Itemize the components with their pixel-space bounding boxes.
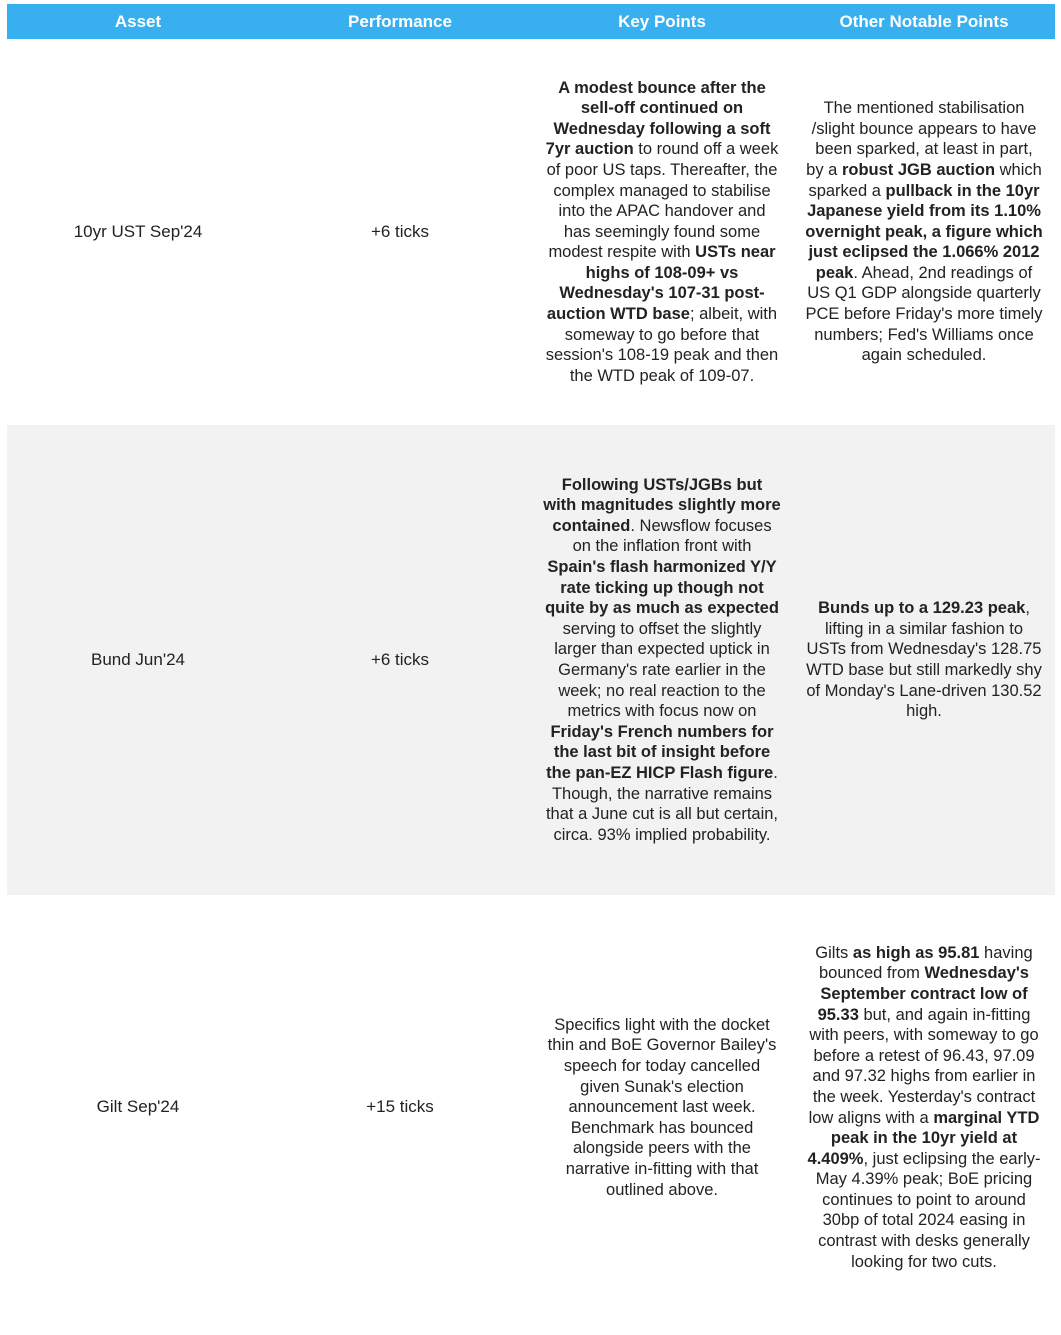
performance-cell: +6 ticks <box>370 221 430 241</box>
asset-cell: Bund Jun'24 <box>7 425 269 895</box>
bold-text-segment: as high as 95.81 <box>852 943 980 962</box>
bold-text-segment: A modest bounce after the sell-off continued on Wednesday following a soft 7yr auction <box>545 78 771 159</box>
text-segment: The mentioned stabilisation /slight bounce appears to have been sparked, at least in part, by a <box>806 99 1037 179</box>
text-segment: to round off a week of poor US taps. Thereafter, the complex managed to stabilise into the APAC handover and has seemingly found some modest respite with <box>546 140 779 262</box>
performance-cell: +6 ticks <box>269 425 531 895</box>
performance-cell: +15 ticks <box>366 1097 434 1117</box>
key-points-cell <box>531 39 793 425</box>
key-points-cell <box>531 895 793 1320</box>
asset-table-wrapper <box>7 4 1055 1320</box>
other-points-cell <box>793 425 1055 895</box>
text-segment: serving to offset the slightly larger than expected uptick in Germany's rate earlier in the week; no real reaction to the metrics with focus now on <box>554 619 770 721</box>
header-key-points: Key Points <box>531 4 793 39</box>
text-segment: . Ahead, 2nd readings of US Q1 GDP alongside quarterly PCE before Friday's more timely numbers; Fed's Williams once again scheduled. <box>805 263 1043 365</box>
text-segment: but, and again in-fitting with peers, with someway to go before a retest of 96.43, 97.09 and 97.32 highs from earlier in the week. Yesterday's contract low aligns with a <box>808 1005 1039 1127</box>
text-segment: . Though, the narrative remains that a June cut is all but certain, circa. 93% implied probability. <box>545 763 779 844</box>
bold-text-segment: robust JGB auction <box>841 160 996 179</box>
bold-text-segment: USTs near highs of 108-09+ vs Wednesday's 107-31 post-auction WTD base <box>546 243 776 324</box>
asset-performance-table <box>7 4 1055 1320</box>
text-segment: , just eclipsing the early-May 4.39% peak; BoE pricing continues to point to around 30bp of total 2024 easing in contrast with desks generally looking for two cuts. <box>815 1149 1041 1271</box>
table-row <box>7 895 1055 1320</box>
text-segment: Gilts <box>815 943 853 962</box>
text-segment: ; albeit, with someway to go before that session's 108-19 peak and then the WTD peak of 109-07. <box>545 305 779 385</box>
table-row <box>7 39 1055 425</box>
bold-text-segment: Spain's flash harmonized Y/Y rate ticking up though not quite by as much as expected <box>545 558 779 618</box>
table-header-row <box>7 4 1055 39</box>
asset-cell: 10yr UST Sep'24 <box>73 221 203 241</box>
text-segment: . Newsflow focuses on the inflation front with <box>572 516 772 556</box>
bold-text-segment: Friday's French numbers for the last bit of insight before the pan-EZ HICP Flash figure <box>546 722 774 782</box>
other-points-cell <box>793 39 1055 425</box>
asset-cell: Gilt Sep'24 <box>96 1097 180 1117</box>
table-row <box>7 425 1055 895</box>
bold-text-segment: Wednesday's September contract low of 95.33 <box>817 964 1029 1024</box>
text-segment: which sparked a <box>808 160 1042 200</box>
key-points-cell <box>531 425 793 895</box>
text-segment: , lifting in a similar fashion to USTs from Wednesday's 128.75 WTD base but still markedly shy of Monday's Lane-driven 130.52 high. <box>806 599 1042 721</box>
header-performance: Performance <box>269 4 531 39</box>
other-points-cell <box>793 895 1055 1320</box>
header-asset: Asset <box>7 4 269 39</box>
bold-text-segment: pullback in the 10yr Japanese yield from its 1.10% overnight peak, a figure which just eclipsed the 1.066% 2012 peak <box>805 181 1043 282</box>
bold-text-segment: Following USTs/JGBs but with magnitudes slightly more contained <box>543 475 781 535</box>
text-segment: Specifics light with the docket thin and BoE Governor Bailey's speech for today cancelled given Sunak's election announcement last week. Benchmark has bounced alongside peers with the narrative in-fitting with that outlined above. <box>547 1015 777 1199</box>
text-segment: having bounced from <box>819 943 1033 983</box>
header-other-points: Other Notable Points <box>793 4 1055 39</box>
bold-text-segment: Bunds up to a 129.23 peak <box>818 599 1026 618</box>
bold-text-segment: marginal YTD peak in the 10yr yield at 4.409% <box>807 1108 1040 1168</box>
